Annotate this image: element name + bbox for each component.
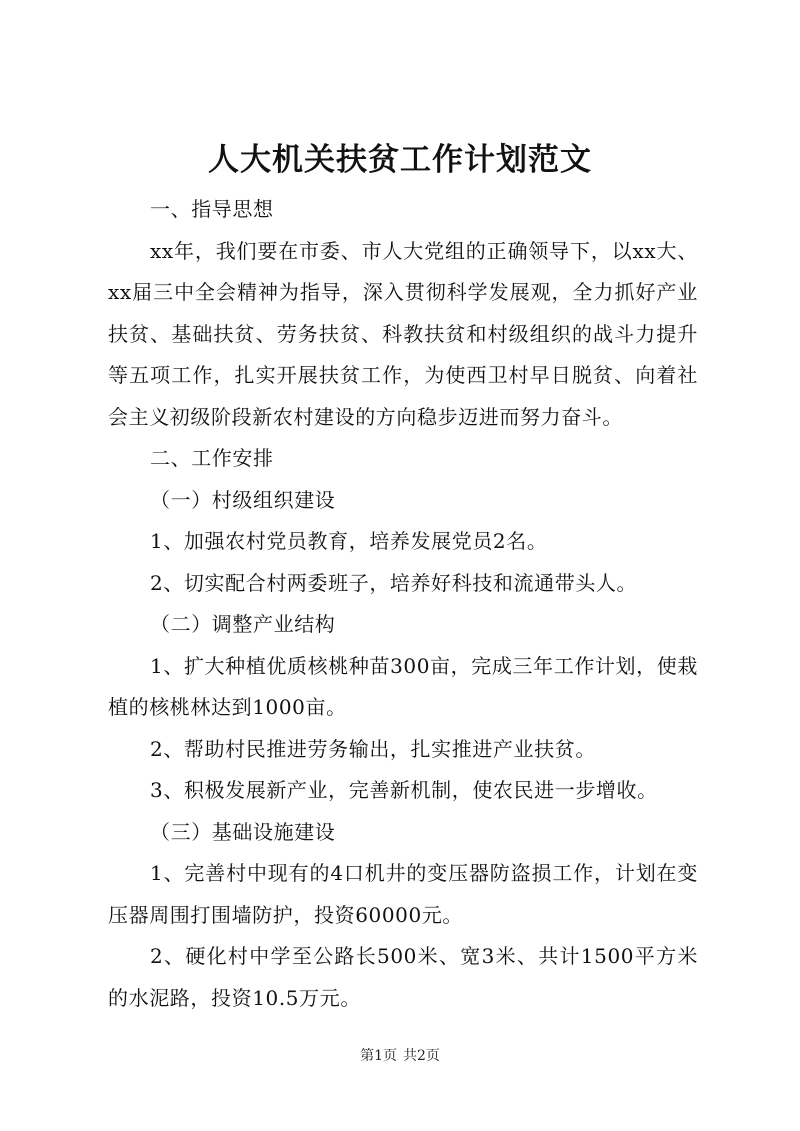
- document-body: [108, 189, 698, 1019]
- section-heading-work-arrangement: 二、工作安排: [150, 446, 274, 470]
- list-item: 2、切实配合村两委班子，培养好科技和流通带头人。: [150, 570, 638, 595]
- subsection-heading-industry-structure: （二）调整产业结构: [150, 612, 336, 636]
- section-heading-guiding-ideology: 一、指导思想: [150, 197, 274, 221]
- page-footer: [0, 1046, 800, 1066]
- subsection-heading-village-organization: （一）村级组织建设: [150, 487, 336, 512]
- list-item: 3、积极发展新产业，完善新机制，使农民进一步增收。: [150, 778, 658, 802]
- list-item: 2、硬化村中学至公路长500米、宽3米、共计1500平方米的水泥路，投资10.5万元。: [108, 944, 698, 1010]
- page-number: 第1页: [360, 1048, 397, 1064]
- list-item: 2、帮助村民推进劳务输出，扎实推进产业扶贫。: [150, 736, 596, 761]
- paragraph-guiding-ideology: xx年，我们要在市委、市人大党组的正确领导下，以xx大、xx届三中全会精神为指导，深入贯彻科学发展观，全力抓好产业扶贫、基础扶贫、劳务扶贫、科教扶贫和村级组织的战斗力提升等五项工作，扎实开展扶贫工作，为使西卫村早日脱贫、向着社会主义初级阶段新农村建设的方向稳步迈进而努力奋斗。: [108, 238, 698, 429]
- document-title: 人大机关扶贫工作计划范文: [208, 142, 592, 178]
- subsection-heading-infrastructure: （三）基础设施建设: [150, 819, 336, 844]
- page-total: 共2页: [403, 1048, 440, 1064]
- list-item: 1、扩大种植优质核桃种苗300亩，完成三年工作计划，使栽植的核桃林达到1000亩。: [108, 653, 698, 719]
- list-item: 1、加强农村党员教育，培养发展党员2名。: [150, 529, 548, 553]
- list-item: 1、完善村中现有的4口机井的变压器防盗损工作，计划在变压器周围打围墙防护，投资60000元。: [108, 861, 698, 927]
